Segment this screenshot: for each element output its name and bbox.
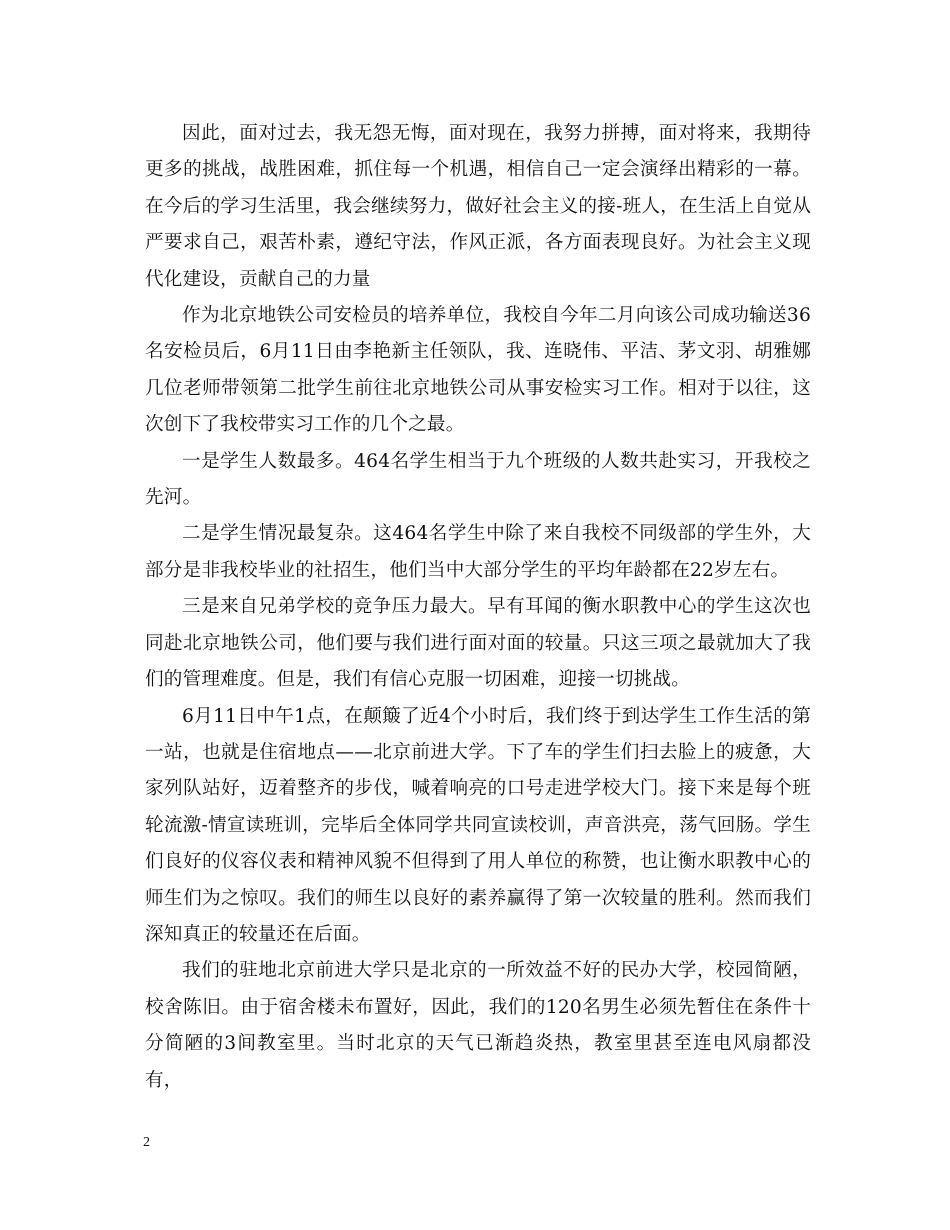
page-number: 2 xyxy=(143,1135,150,1150)
paragraph-most-pressure: 三是来自兄弟学校的竞争压力最大。早有耳闻的衡水职教中心的学生这次也同赴北京地铁公司，他们要与我们进行面对面的较量。只这三项之最就加大了我们的管理难度。但是，我们有信心克服一切困难，迎接一切挑战。 xyxy=(145,596,811,691)
paragraph-living-conditions: 我们的驻地北京前进大学只是北京的一所效益不好的民办大学，校园简陋，校舍陈旧。由于宿舍楼未布置好，因此，我们的120名男生必须先暂住在条件十分简陋的3间教室里。当时北京的天气已渐趋炎热，教室里甚至连电风扇都没有， xyxy=(145,960,811,1091)
paragraph-most-complex: 二是学生情况最复杂。这464名学生中除了来自我校不同级部的学生外，大部分是非我校毕业的社招生，他们当中大部分学生的平均年龄都在22岁左右。 xyxy=(145,523,811,581)
paragraph-conclusion: 因此，面对过去，我无怨无悔，面对现在，我努力拼搏，面对将来，我期待更多的挑战，战胜困难，抓住每一个机遇，相信自己一定会演绎出精彩的一幕。在今后的学习生活里，我会继续努力，做好社会主义的接-班人，在生活上自觉从严要求自己，艰苦朴素，遵纪守法，作风正派，各方面表现良好。为社会主义现代化建设，贡献自己的力量 xyxy=(145,123,811,290)
paragraph-most-students: 一是学生人数最多。464名学生相当于九个班级的人数共赴实习，开我校之先河。 xyxy=(145,450,811,509)
paragraph-internship-intro: 作为北京地铁公司安检员的培养单位，我校自今年二月向该公司成功输送36名安检员后，6月11日由李艳新主任领队，我、连晓伟、平洁、茅文羽、胡雅娜几位老师带领第二批学生前往北京地铁公司从事安检实习工作。相对于以往，这次创下了我校带实习工作的几个之最。 xyxy=(145,305,811,436)
paragraph-arrival: 6月11日中午1点，在颠簸了近4个小时后，我们终于到达学生工作生活的第一站，也就是住宿地点——北京前进大学。下了车的学生们扫去脸上的疲惫，大家列队站好，迈着整齐的步伐，喊着响亮的口号走进学校大门。接下来是每个班轮流激-情宣读班训，完毕后全体同学共同宣读校训，声音洪亮，荡气回肠。学生们良好的仪容仪表和精神风貌不但得到了用人单位的称赞，也让衡水职教中心的师生们为之惊叹。我们的师生以良好的素养赢得了第一次较量的胜利。然而我们深知真正的较量还在后面。 xyxy=(145,705,811,945)
document-body xyxy=(145,116,811,1099)
